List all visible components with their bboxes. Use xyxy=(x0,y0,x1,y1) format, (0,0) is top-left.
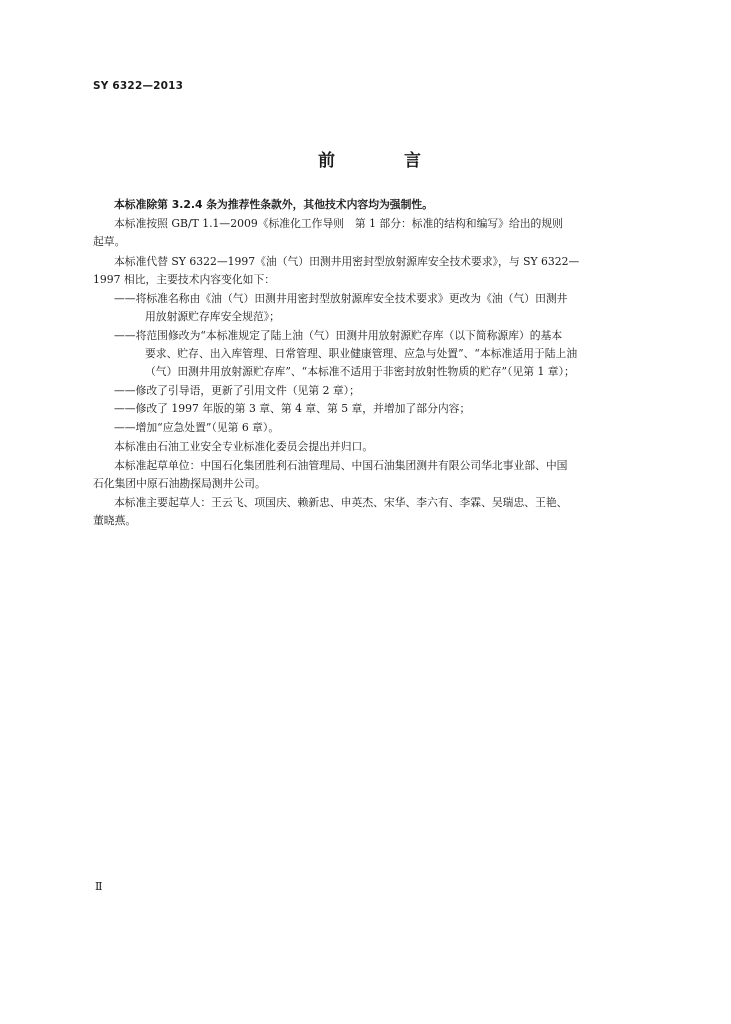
paragraph-drafting-units-line1: 本标准起草单位：中国石化集团胜利石油管理局、中国石油集团测井有限公司华北事业部、中国 xyxy=(114,459,568,472)
paragraph-replaces-line1: 本标准代替 SY 6322—1997《油（气）田测井用密封型放射源库安全技术要求》，与 SY 6322— xyxy=(114,255,580,268)
change-item-2-line1: ——将范围修改为“本标准规定了陆上油（气）田测井用放射源贮存库（以下简称源库）的基本 xyxy=(114,329,563,342)
paragraph-drafters-line2: 董晓燕。 xyxy=(93,514,137,527)
paragraph-drafting-units-line2: 石化集团中原石油勘探局测井公司。 xyxy=(93,477,266,490)
paragraph-drafting-rules-line1: 本标准按照 GB/T 1.1—2009《标准化工作导则 第 1 部分：标准的结构和编写》给出的规则 xyxy=(114,217,563,230)
page-number: Ⅱ xyxy=(95,880,103,893)
change-item-2-line3: （气）田测井用放射源贮存库”、“本标准不适用于非密封放射性物质的贮存”（见第 1 章）； xyxy=(145,365,575,378)
change-item-4: ——修改了 1997 年版的第 3 章、第 4 章、第 5 章，并增加了部分内容； xyxy=(114,402,471,415)
paragraph-drafting-rules-line2: 起草。 xyxy=(93,235,126,248)
paragraph-mandatory-note: 本标准除第 3.2.4 条为推荐性条款外，其他技术内容均为强制性。 xyxy=(114,198,433,211)
change-item-2-line2: 要求、贮存、出入库管理、日常管理、职业健康管理、应急与处置”、“本标准适用于陆上油 xyxy=(145,347,578,360)
change-item-1-line1: ——将标准名称由《油（气）田测井用密封型放射源库安全技术要求》更改为《油（气）田测井 xyxy=(114,292,568,305)
paragraph-drafters-line1: 本标准主要起草人：王云飞、项国庆、赖新忠、申英杰、宋华、李六有、李霖、吴瑞忠、王艳、 xyxy=(114,496,568,509)
paragraph-proposed-by: 本标准由石油工业安全专业标准化委员会提出并归口。 xyxy=(114,440,374,453)
change-item-1-line2: 用放射源贮存库安全规范》； xyxy=(145,310,280,323)
change-item-3: ——修改了引导语，更新了引用文件（见第 2 章）； xyxy=(114,384,360,397)
standard-code: SY 6322—2013 xyxy=(93,80,184,92)
paragraph-replaces-line2: 1997 相比，主要技术内容变化如下： xyxy=(93,273,276,286)
change-item-5: ——增加“应急处置”（见第 6 章）。 xyxy=(114,421,280,434)
page-title: 前 言 xyxy=(318,151,447,171)
